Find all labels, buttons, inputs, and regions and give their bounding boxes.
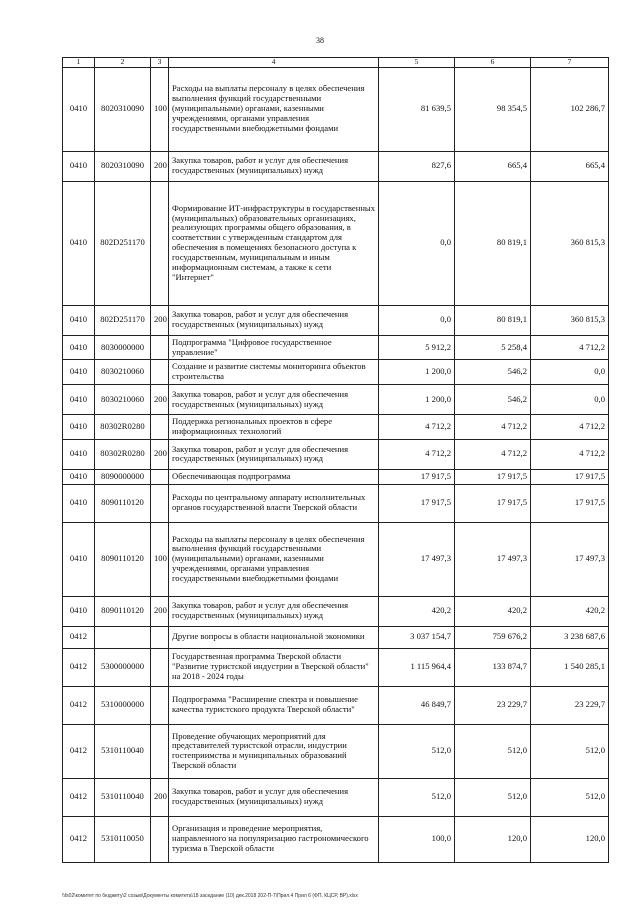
target-article-cell: 8090000000 [95,469,151,484]
expense-type-cell [151,484,169,522]
target-article-cell [95,626,151,648]
amount-2018-cell: 512,0 [379,724,455,778]
amount-2018-cell: 17 917,5 [379,469,455,484]
amount-2019-cell: 420,2 [455,596,531,626]
target-article-cell: 5310000000 [95,686,151,724]
expense-type-cell [151,469,169,484]
expense-type-cell: 100 [151,67,169,151]
amount-2019-cell: 512,0 [455,724,531,778]
expense-type-cell: 200 [151,151,169,181]
file-path-footer: \\fs02\комитет по бюджету\2 созыв\Документы комитета\18 заседание (10) дек.2018 202-П-7\Прил.4 Прил 6 (ФП, КЦСР, ВР).xlsx [62,893,358,899]
amount-2020-cell: 360 815,3 [531,181,609,305]
item-name-cell: Закупка товаров, работ и услуг для обеспечения государственных (муниципальных) нужд [169,439,379,469]
expense-type-cell [151,626,169,648]
column-number-cell: 1 [63,58,95,68]
amount-2020-cell: 0,0 [531,385,609,415]
section-code-cell: 0412 [63,648,95,686]
amount-2019-cell: 546,2 [455,360,531,385]
column-number-cell: 7 [531,58,609,68]
amount-2020-cell: 23 229,7 [531,686,609,724]
table-row [63,385,609,415]
target-article-cell: 8030210060 [95,385,151,415]
amount-2020-cell: 4 712,2 [531,335,609,360]
amount-2018-cell: 4 712,2 [379,415,455,440]
amount-2018-cell: 512,0 [379,778,455,816]
table-row [63,648,609,686]
amount-2018-cell: 81 639,5 [379,67,455,151]
amount-2018-cell: 1 115 964,4 [379,648,455,686]
target-article-cell: 8020310090 [95,151,151,181]
expense-type-cell: 200 [151,385,169,415]
page-number: 38 [316,36,324,45]
amount-2018-cell: 3 037 154,7 [379,626,455,648]
item-name-cell: Закупка товаров, работ и услуг для обеспечения государственных (муниципальных) нужд [169,596,379,626]
item-name-cell: Обеспечивающая подпрограмма [169,469,379,484]
target-article-cell: 8030000000 [95,335,151,360]
table-row [63,439,609,469]
table-row [63,469,609,484]
table-row [63,415,609,440]
amount-2019-cell: 120,0 [455,816,531,862]
amount-2019-cell: 4 712,2 [455,415,531,440]
expense-type-cell [151,181,169,305]
item-name-cell: Проведение обучающих мероприятий для представителей туристской отрасли, индустрии гостеприимства и муниципальных образований Тверской области [169,724,379,778]
expense-type-cell: 200 [151,778,169,816]
amount-2020-cell: 4 712,2 [531,439,609,469]
amount-2018-cell: 5 912,2 [379,335,455,360]
item-name-cell: Расходы по центральному аппарату исполнительных органов государственной власти Тверской области [169,484,379,522]
item-name-cell: Формирование ИТ-инфраструктуры в государственных (муниципальных) образовательных организациях, реализующих программы общего образования, в соответствии с утвержденным стандартом для обеспечения в помещениях безопасного доступа к государственным, муниципальным и иным информационным системам, а также к сети "Интернет" [169,181,379,305]
table-row [63,181,609,305]
section-code-cell: 0410 [63,305,95,335]
amount-2018-cell: 100,0 [379,816,455,862]
amount-2018-cell: 0,0 [379,181,455,305]
item-name-cell: Закупка товаров, работ и услуг для обеспечения государственных (муниципальных) нужд [169,151,379,181]
section-code-cell: 0410 [63,181,95,305]
section-code-cell: 0410 [63,385,95,415]
column-number-cell: 6 [455,58,531,68]
section-code-cell: 0412 [63,626,95,648]
amount-2018-cell: 17 917,5 [379,484,455,522]
item-name-cell: Расходы на выплаты персоналу в целях обеспечения выполнения функций государственными (муниципальными) органами, казенными учреждениями, органами управления государственными внебюджетными фондами [169,522,379,596]
section-code-cell: 0412 [63,724,95,778]
amount-2020-cell: 102 286,7 [531,67,609,151]
section-code-cell: 0410 [63,415,95,440]
expense-type-cell [151,415,169,440]
amount-2018-cell: 17 497,3 [379,522,455,596]
amount-2019-cell: 17 917,5 [455,484,531,522]
section-code-cell: 0412 [63,686,95,724]
item-name-cell: Поддержка региональных проектов в сфере информационных технологий [169,415,379,440]
section-code-cell: 0410 [63,360,95,385]
table-row [63,67,609,151]
table-row [63,305,609,335]
expense-type-cell: 100 [151,522,169,596]
column-number-cell: 4 [169,58,379,68]
target-article-cell: 8090110120 [95,596,151,626]
amount-2019-cell: 98 354,5 [455,67,531,151]
amount-2019-cell: 512,0 [455,778,531,816]
target-article-cell: 802D251170 [95,305,151,335]
amount-2018-cell: 827,6 [379,151,455,181]
table-row [63,484,609,522]
table-row [63,724,609,778]
amount-2020-cell: 512,0 [531,724,609,778]
expense-type-cell: 200 [151,596,169,626]
section-code-cell: 0410 [63,335,95,360]
section-code-cell: 0410 [63,596,95,626]
table-row [63,151,609,181]
amount-2019-cell: 4 712,2 [455,439,531,469]
amount-2020-cell: 360 815,3 [531,305,609,335]
amount-2018-cell: 1 200,0 [379,385,455,415]
expense-type-cell [151,724,169,778]
table-row [63,335,609,360]
amount-2020-cell: 420,2 [531,596,609,626]
item-name-cell: Подпрограмма "Цифровое государственное управление" [169,335,379,360]
amount-2020-cell: 3 238 687,6 [531,626,609,648]
section-code-cell: 0410 [63,469,95,484]
amount-2018-cell: 420,2 [379,596,455,626]
section-code-cell: 0410 [63,151,95,181]
section-code-cell: 0410 [63,439,95,469]
table-row [63,816,609,862]
column-number-cell: 2 [95,58,151,68]
amount-2018-cell: 46 849,7 [379,686,455,724]
amount-2019-cell: 80 819,1 [455,181,531,305]
target-article-cell: 5310110040 [95,778,151,816]
amount-2019-cell: 133 874,7 [455,648,531,686]
section-code-cell: 0410 [63,484,95,522]
section-code-cell: 0412 [63,816,95,862]
expense-type-cell: 200 [151,305,169,335]
expense-type-cell [151,686,169,724]
target-article-cell: 80302R0280 [95,439,151,469]
table-row [63,778,609,816]
expense-type-cell [151,360,169,385]
item-name-cell: Расходы на выплаты персоналу в целях обеспечения выполнения функций государственными (муниципальными) органами, казенными учреждениями, органами управления государственными внебюджетными фондами [169,67,379,151]
amount-2019-cell: 17 497,3 [455,522,531,596]
amount-2020-cell: 512,0 [531,778,609,816]
item-name-cell: Закупка товаров, работ и услуг для обеспечения государственных (муниципальных) нужд [169,385,379,415]
target-article-cell: 8030210060 [95,360,151,385]
target-article-cell: 8090110120 [95,522,151,596]
item-name-cell: Подпрограмма "Расширение спектра и повышение качества туристского продукта Тверской области" [169,686,379,724]
table-row [63,686,609,724]
item-name-cell: Государственная программа Тверской области "Развитие туристской индустрии в Тверской области" на 2018 - 2024 годы [169,648,379,686]
amount-2019-cell: 759 676,2 [455,626,531,648]
section-code-cell: 0412 [63,778,95,816]
item-name-cell: Закупка товаров, работ и услуг для обеспечения государственных (муниципальных) нужд [169,305,379,335]
column-number-cell: 3 [151,58,169,68]
target-article-cell: 8090110120 [95,484,151,522]
item-name-cell: Создание и развитие системы мониторинга объектов строительства [169,360,379,385]
amount-2020-cell: 0,0 [531,360,609,385]
amount-2018-cell: 4 712,2 [379,439,455,469]
amount-2019-cell: 546,2 [455,385,531,415]
amount-2019-cell: 80 819,1 [455,305,531,335]
amount-2020-cell: 17 917,5 [531,469,609,484]
table-row [63,522,609,596]
target-article-cell: 80302R0280 [95,415,151,440]
table-row [63,360,609,385]
amount-2019-cell: 23 229,7 [455,686,531,724]
amount-2019-cell: 17 917,5 [455,469,531,484]
amount-2018-cell: 1 200,0 [379,360,455,385]
target-article-cell: 5300000000 [95,648,151,686]
amount-2020-cell: 1 540 285,1 [531,648,609,686]
item-name-cell: Организация и проведение мероприятия, направленного на популяризацию гастрономического туризма в Тверской области [169,816,379,862]
table-row [63,626,609,648]
amount-2020-cell: 665,4 [531,151,609,181]
table-row [63,596,609,626]
column-number-header [63,58,609,68]
budget-table [62,57,609,863]
section-code-cell: 0410 [63,522,95,596]
item-name-cell: Закупка товаров, работ и услуг для обеспечения государственных (муниципальных) нужд [169,778,379,816]
section-code-cell: 0410 [63,67,95,151]
amount-2019-cell: 5 258,4 [455,335,531,360]
item-name-cell: Другие вопросы в области национальной экономики [169,626,379,648]
target-article-cell: 5310110040 [95,724,151,778]
target-article-cell: 8020310090 [95,67,151,151]
target-article-cell: 802D251170 [95,181,151,305]
amount-2020-cell: 120,0 [531,816,609,862]
amount-2018-cell: 0,0 [379,305,455,335]
amount-2020-cell: 4 712,2 [531,415,609,440]
expense-type-cell [151,816,169,862]
expense-type-cell [151,648,169,686]
amount-2020-cell: 17 917,5 [531,484,609,522]
amount-2019-cell: 665,4 [455,151,531,181]
expense-type-cell [151,335,169,360]
expense-type-cell: 200 [151,439,169,469]
target-article-cell: 5310110050 [95,816,151,862]
column-number-cell: 5 [379,58,455,68]
amount-2020-cell: 17 497,3 [531,522,609,596]
